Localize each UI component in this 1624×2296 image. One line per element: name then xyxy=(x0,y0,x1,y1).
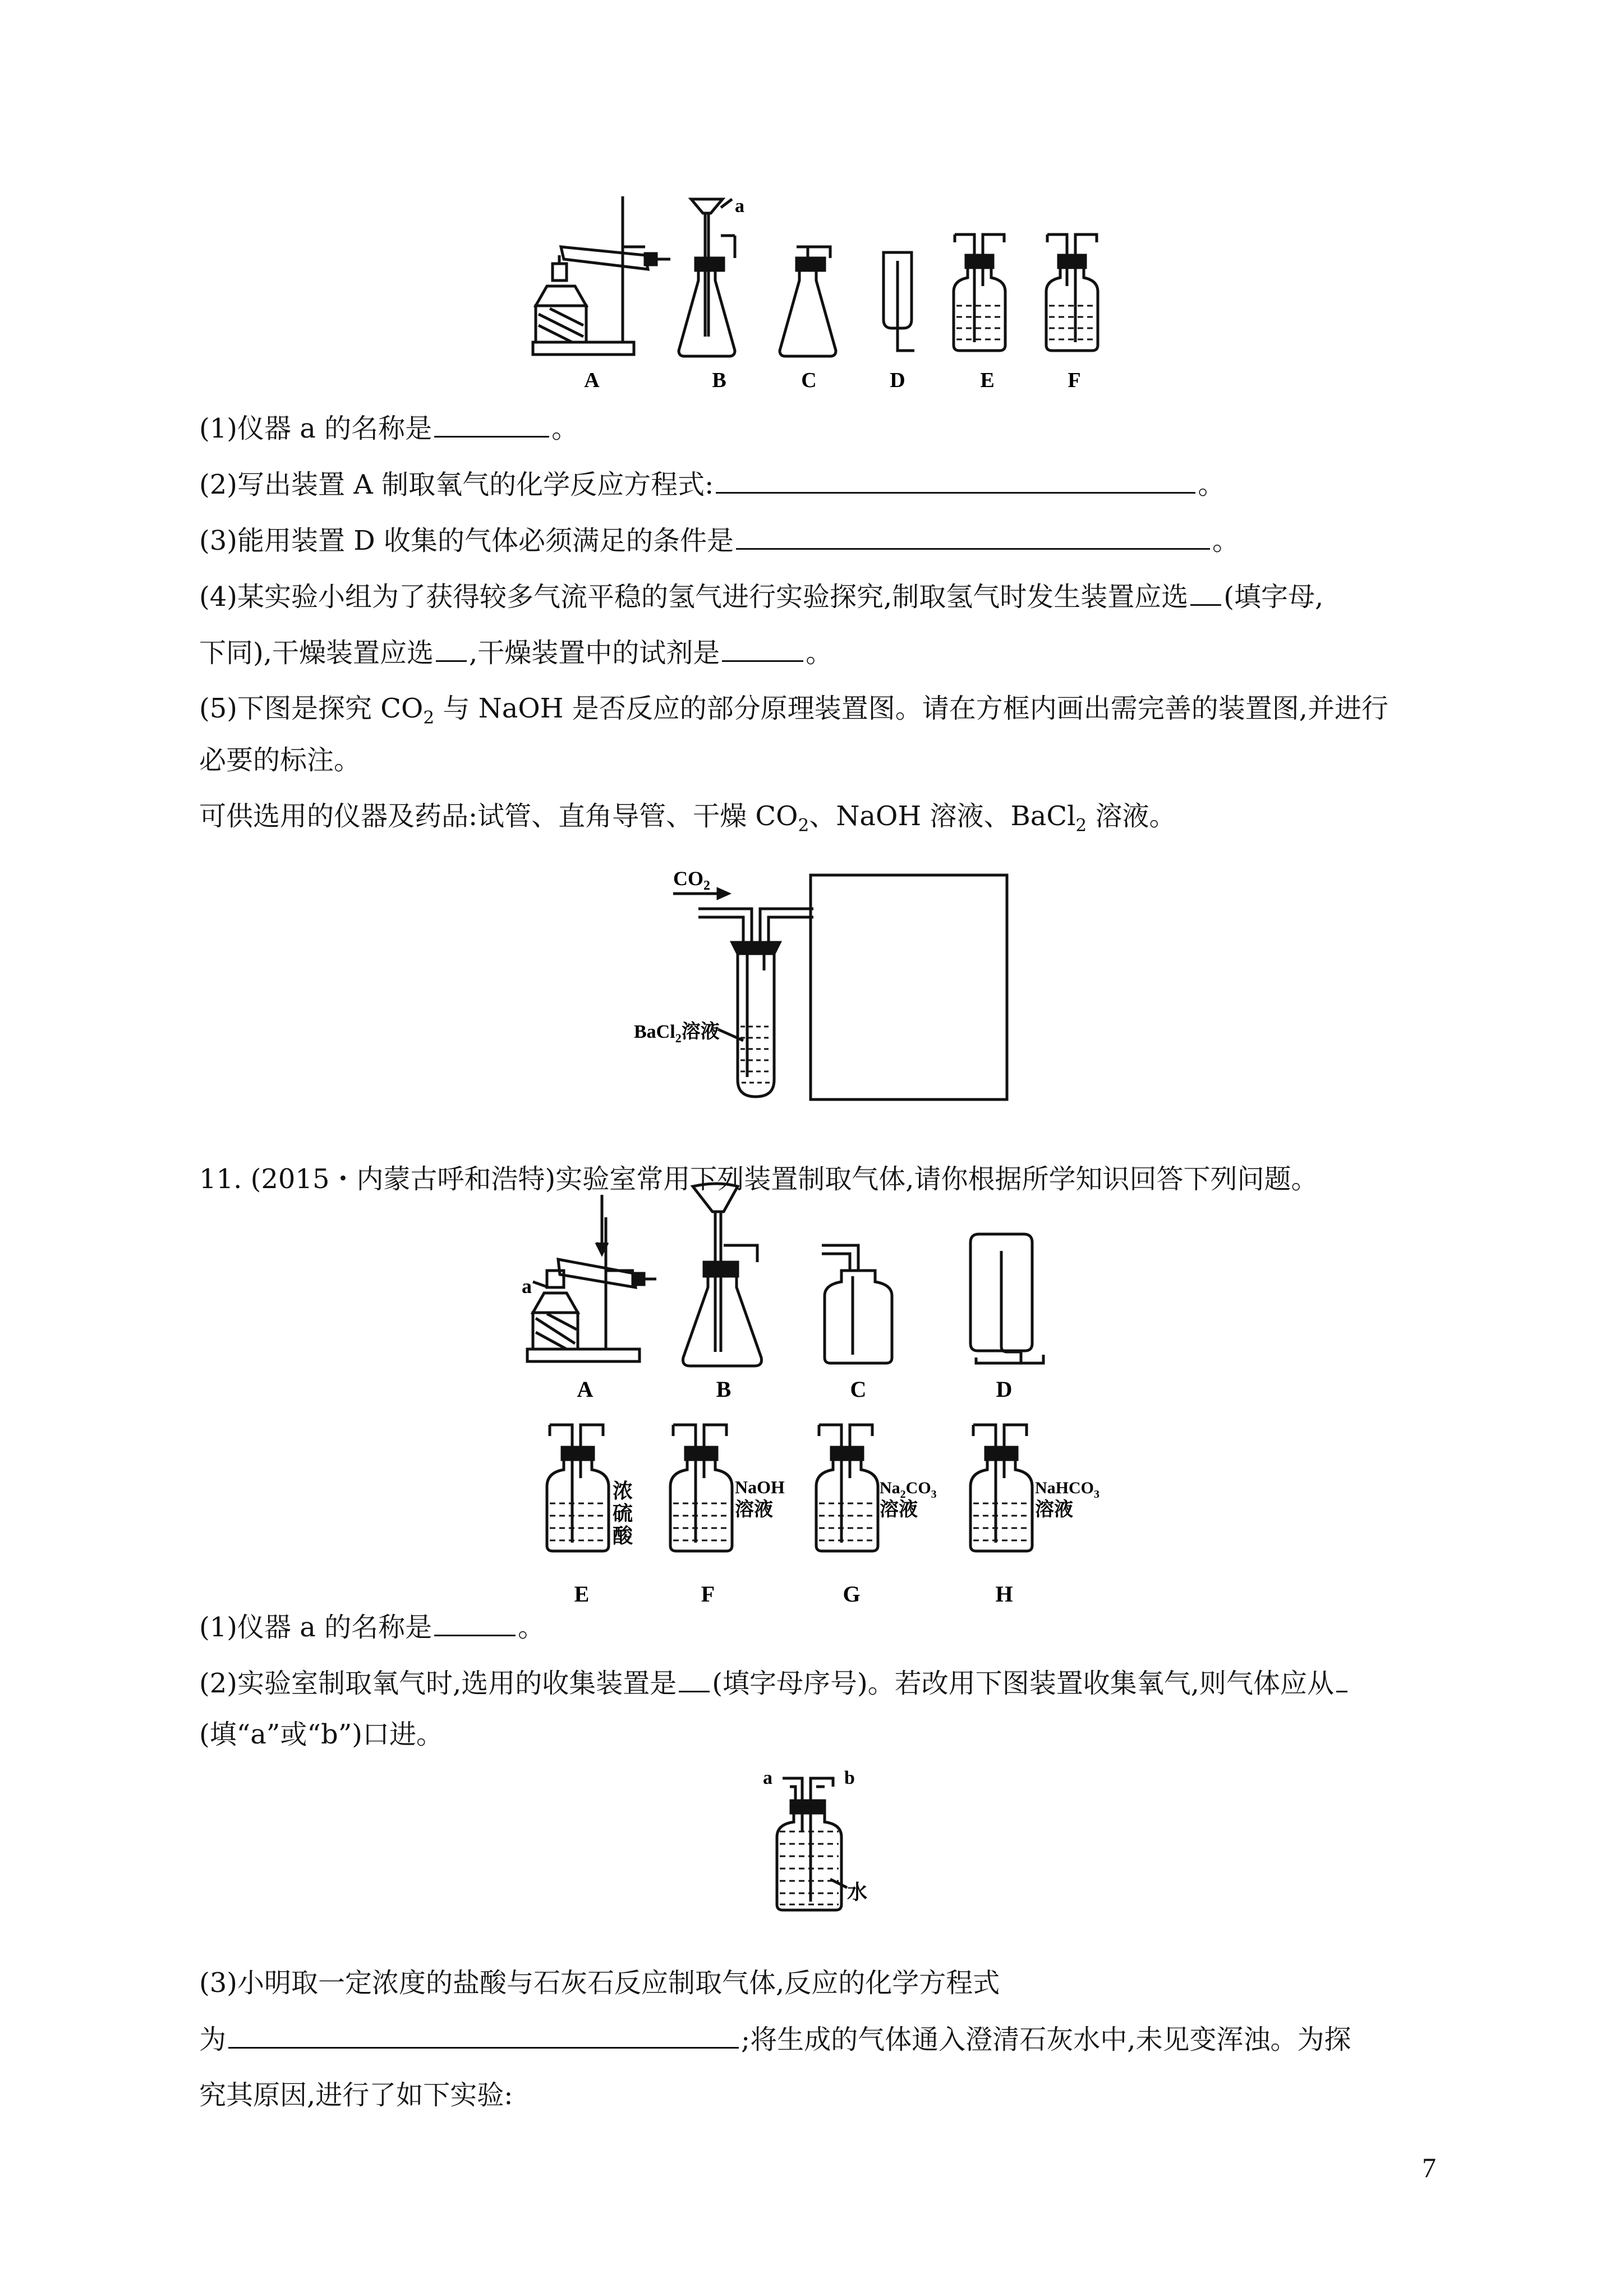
q11-part2-line1: (2)实验室制取氧气时,选用的收集装置是 (填字母序号)。若改用下图装置收集氧气,则气体应从 xyxy=(199,1666,1350,1700)
apparatus-f-wash-bottle xyxy=(1046,234,1098,351)
q11-part3-line1: (3)小明取一定浓度的盐酸与石灰石反应制取气体,反应的化学方程式 xyxy=(199,1967,1000,1999)
water-label: 水 xyxy=(847,1881,868,1903)
answer-blank[interactable] xyxy=(722,636,803,662)
h-reagent-1: NaHCO xyxy=(1035,1479,1094,1497)
fig3-label-c: C xyxy=(850,1377,867,1402)
inlet-label-b: b xyxy=(844,1768,855,1788)
figure-3-apparatus xyxy=(0,1172,1624,1621)
answer-blank[interactable] xyxy=(679,1666,710,1692)
q10-part5-line1: (5)下图是探究 $CO_2$ 与 NaOH 是否反应的部分原理装置图。请在方框内画出需完善的装置图,并进行 xyxy=(199,693,1389,728)
q10-part4-line1: (4)某实验小组为了获得较多气流平稳的氢气进行实验探究,制取氢气时发生装置应选 (填字母, xyxy=(199,579,1323,614)
fig3-label-f: F xyxy=(701,1581,715,1607)
inlet-label-a: a xyxy=(763,1768,772,1788)
answer-blank[interactable] xyxy=(434,1610,516,1636)
answer-blank[interactable] xyxy=(1336,1666,1347,1692)
q11-part2-line2: (填“a”或“b”)口进。 xyxy=(199,1719,443,1750)
fig3-label-b: B xyxy=(716,1377,732,1402)
fig1-label-a: A xyxy=(584,369,600,392)
funnel-label-a: a xyxy=(735,196,744,217)
apparatus-a-heating xyxy=(533,196,670,355)
fig1-label-f: F xyxy=(1068,369,1081,392)
apparatus-a-heating-q11 xyxy=(527,1195,656,1361)
e-reagent-3: 酸 xyxy=(613,1525,633,1547)
drawing-answer-box[interactable] xyxy=(811,875,1007,1099)
figure-2-co2-apparatus xyxy=(0,841,1624,1122)
answer-blank[interactable] xyxy=(228,2022,739,2049)
apparatus-h-bottle-q11 xyxy=(970,1425,1032,1551)
apparatus-d-cylinder xyxy=(884,252,914,351)
q10-part4-line2: 下同),干燥装置应选 ,干燥装置中的试剂是 。 xyxy=(199,636,832,670)
apparatus-e-wash-bottle xyxy=(954,234,1005,351)
q11-part1: (1)仪器 a 的名称是 。 xyxy=(199,1610,545,1644)
e-reagent-2: 硫 xyxy=(613,1502,633,1525)
fig3-label-e: E xyxy=(574,1581,590,1607)
fig3-label-h: H xyxy=(995,1581,1013,1607)
page-number: 7 xyxy=(1422,2152,1436,2183)
co2-label: CO xyxy=(673,867,703,890)
q11-part3-line3: 究其原因,进行了如下实验: xyxy=(199,2079,513,2111)
svg-text:Na2CO3: $Na_2CO_3$ xyxy=(880,1479,937,1501)
fig1-label-c: C xyxy=(801,369,817,392)
f-reagent-2: 溶液 xyxy=(735,1499,773,1520)
apparatus-b-flask-q11 xyxy=(683,1184,762,1366)
answer-blank[interactable] xyxy=(436,636,467,662)
q10-part1: (1)仪器 a 的名称是 。 xyxy=(199,411,578,445)
apparatus-c-flask xyxy=(780,247,836,356)
q11-title: 11. (2015・内蒙古呼和浩特)实验室常用下列装置制取气体,请你根据所学知识回答下列问题。 xyxy=(199,1163,1318,1195)
apparatus-d-cylinder-q11 xyxy=(970,1234,1043,1363)
fig1-label-d: D xyxy=(890,369,905,392)
fig1-label-e: E xyxy=(980,369,995,392)
e-reagent-1: 浓 xyxy=(613,1480,633,1502)
fig3-label-d: D xyxy=(996,1377,1013,1402)
fig1-label-b: B xyxy=(712,369,726,392)
q10-materials: 可供选用的仪器及药品:试管、直角导管、干燥 $CO_2$、NaOH 溶液、BaCl$_2$ 溶液。 xyxy=(199,800,1176,836)
h-reagent-2: 溶液 xyxy=(1035,1499,1073,1520)
f-reagent-1: NaOH xyxy=(735,1477,785,1497)
answer-blank[interactable] xyxy=(716,467,1195,494)
apparatus-b-flask xyxy=(679,199,735,356)
apparatus-e-bottle-q11 xyxy=(547,1425,609,1551)
lamp-label-a: a xyxy=(522,1275,532,1297)
figure-4-collection-bottle xyxy=(0,1761,1624,1930)
answer-blank[interactable] xyxy=(434,411,549,438)
g-reagent-1: Na xyxy=(880,1479,900,1497)
q10-part2: (2)写出装置 A 制取氧气的化学反应方程式: 。 xyxy=(199,467,1225,501)
g-reagent-2: 溶液 xyxy=(880,1499,918,1520)
apparatus-f-bottle-q11 xyxy=(670,1425,732,1551)
apparatus-g-bottle-q11 xyxy=(816,1425,878,1551)
figure-1-apparatus xyxy=(0,0,1624,393)
svg-text:BaCl2溶液: BaCl$_2$溶液 xyxy=(634,1022,720,1045)
fig3-label-a: A xyxy=(577,1377,594,1402)
answer-blank[interactable] xyxy=(1190,579,1221,606)
q11-part3-line2: 为 ;将生成的气体通入澄清石灰水中,未见变浑浊。为探 xyxy=(199,2022,1351,2056)
apparatus-c-bottle-q11 xyxy=(822,1245,892,1363)
svg-text:CO2: $CO_2$ xyxy=(673,867,710,893)
bacl2-label: BaCl xyxy=(634,1022,675,1042)
q10-part3: (3)能用装置 D 收集的气体必须满足的条件是 。 xyxy=(199,523,1239,558)
q10-part5-line2: 必要的标注。 xyxy=(199,744,361,776)
fig3-label-g: G xyxy=(843,1581,861,1607)
svg-text:NaHCO3: NaHCO$_3$ xyxy=(1035,1479,1099,1501)
answer-blank[interactable] xyxy=(736,523,1210,550)
